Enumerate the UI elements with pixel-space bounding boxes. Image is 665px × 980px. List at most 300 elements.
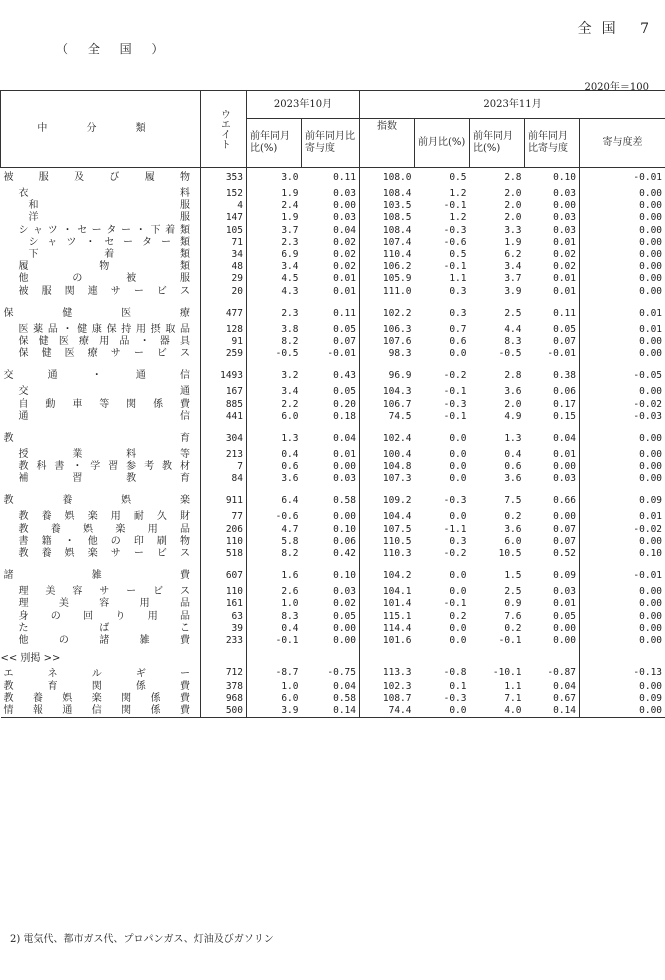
oct_yoy-cell: 3.9	[247, 705, 302, 718]
table-row	[1, 168, 665, 189]
oct_c-cell: 0.01	[333, 273, 356, 285]
row-name: シャツ・セーター・下着類	[18, 224, 190, 236]
oct_c-cell: -0.75	[327, 666, 356, 678]
yoy-cell: 4.4	[504, 323, 522, 335]
row-name: 身の回り用品	[18, 610, 190, 622]
table-row	[1, 705, 665, 718]
oct_c-cell: 0.58	[333, 495, 356, 507]
idx-cell: 108.4	[360, 188, 415, 200]
diff-cell: -0.02	[580, 398, 665, 410]
oct_c-cell: 0.02	[333, 598, 356, 610]
oct_yoy-cell	[247, 653, 302, 665]
c-cell: 0.03	[553, 473, 576, 485]
c-cell: 0.00	[553, 634, 576, 646]
diff-cell: 0.00	[580, 429, 665, 449]
oct_c-cell: 0.04	[333, 224, 356, 236]
mom-cell: 0.6	[449, 335, 467, 347]
row-name: 他の諸雑費	[18, 634, 190, 646]
oct_c-cell: 0.02	[333, 236, 356, 248]
oct_yoy-cell: 1.6	[247, 566, 302, 586]
yoy-cell: 10.5	[498, 548, 522, 560]
c-cell: 0.01	[553, 285, 576, 297]
idx-cell: 101.4	[360, 598, 415, 610]
yoy-cell: -10.1	[492, 666, 522, 678]
yoy-cell: 1.9	[504, 236, 522, 248]
yoy-cell: 3.9	[504, 285, 522, 297]
oct_yoy-cell: 0.4	[247, 449, 302, 461]
oct_yoy-cell: 4.7	[247, 524, 302, 536]
table-row	[1, 548, 665, 560]
oct_c-cell: 0.58	[333, 692, 356, 704]
oct_c-cell: 0.00	[333, 622, 356, 634]
header-contrib-diff: 寄与度差	[580, 119, 665, 168]
mom-cell: 0.0	[449, 348, 467, 360]
yoy-cell: 3.6	[504, 386, 522, 398]
diff-cell: 0.00	[580, 705, 665, 718]
idx-cell: 102.3	[360, 681, 415, 693]
c-cell: -0.87	[547, 666, 576, 678]
mom-cell: 0.0	[415, 705, 470, 718]
diff-cell: 0.00	[580, 536, 665, 548]
row-name: 保健医療サービス	[18, 348, 190, 360]
c-cell: 0.00	[553, 622, 576, 634]
weight-cell: 167	[201, 386, 247, 398]
table-row	[1, 511, 665, 523]
oct_c-cell: 0.43	[333, 370, 356, 382]
c-cell: 0.07	[553, 523, 576, 535]
mom-cell: -0.1	[443, 386, 467, 398]
oct_yoy-cell: 2.4	[247, 200, 302, 212]
header-oct-contrib: 前年同月比寄与度	[302, 119, 360, 168]
weight-cell: 152	[201, 188, 247, 200]
diff-cell: 0.00	[580, 681, 665, 693]
oct_yoy-cell: 3.6	[247, 473, 302, 485]
header-nov-yoy: 前年同月比(%)	[470, 119, 525, 168]
c-cell: -0.01	[547, 348, 576, 360]
oct_yoy-cell: 6.4	[247, 491, 302, 511]
c-cell: 0.05	[553, 610, 576, 622]
yoy-cell: 2.5	[504, 586, 522, 598]
mom-cell: 0.1	[449, 680, 467, 692]
table-row	[1, 566, 665, 586]
table-row	[1, 461, 665, 473]
diff-cell: 0.00	[580, 623, 665, 635]
table-row	[1, 611, 665, 623]
mom-cell: 0.0	[449, 473, 467, 485]
mom-cell: -0.2	[443, 548, 467, 560]
row-name: 授業料等	[18, 448, 190, 460]
mom-cell: -0.3	[443, 224, 467, 236]
yoy-cell: 6.2	[504, 249, 522, 261]
header-category: 中 分 類	[1, 91, 201, 168]
oct_yoy-cell: 2.6	[247, 586, 302, 598]
idx-cell: 110.4	[360, 249, 415, 261]
mom-cell: 0.0	[449, 570, 467, 582]
header-oct-group: 2023年10月	[247, 91, 360, 119]
oct_c-cell: 0.00	[333, 634, 356, 646]
table-row	[1, 429, 665, 449]
oct_yoy-cell: 0.6	[247, 461, 302, 473]
c-cell: 0.05	[553, 323, 576, 335]
row-name: シャツ・セーター類	[28, 236, 190, 248]
mom-cell: 0.0	[449, 511, 467, 523]
weight-cell: 206	[201, 524, 247, 536]
yoy-cell: 7.5	[504, 495, 522, 507]
yoy-cell: 2.0	[504, 200, 522, 212]
row-name: 教科書・学習参考教材	[18, 461, 190, 473]
weight-cell: 105	[201, 225, 247, 237]
header-mom: 前月比(%)	[415, 119, 470, 168]
idx-cell: 110.5	[360, 536, 415, 548]
region-label: （ 全 国 ）	[56, 42, 172, 56]
oct_c-cell: 0.00	[333, 200, 356, 212]
idx-cell: 113.3	[360, 665, 415, 680]
yoy-cell: 4.9	[504, 410, 522, 422]
diff-cell: 0.00	[580, 200, 665, 212]
oct_c-cell: 0.14	[302, 705, 360, 718]
row-name: 医薬品・健康保持用摂取品	[18, 323, 190, 335]
weight-cell: 885	[201, 398, 247, 410]
oct_c-cell: 0.03	[333, 473, 356, 485]
weight-cell: 477	[201, 304, 247, 324]
diff-cell: 0.00	[580, 461, 665, 473]
diff-cell: 0.00	[580, 273, 665, 285]
row-name: 教養娯楽用耐久財	[18, 511, 190, 523]
row-name: 教養娯楽	[3, 495, 190, 507]
idx-cell: 109.2	[360, 491, 415, 511]
yoy-cell: 2.8	[504, 172, 522, 183]
weight-cell: 500	[201, 705, 247, 718]
mom-cell: 0.7	[449, 323, 467, 335]
weight-cell: 911	[201, 491, 247, 511]
header-nov-contrib: 前年同月比寄与度	[525, 119, 580, 168]
idx-cell: 74.5	[360, 411, 415, 423]
yoy-cell: 7.1	[504, 692, 522, 704]
yoy-cell: 2.0	[504, 398, 522, 410]
diff-cell: 0.00	[580, 586, 665, 598]
weight-cell: 71	[201, 237, 247, 249]
c-cell: 0.00	[553, 511, 576, 523]
idx-cell: 107.6	[360, 336, 415, 348]
diff-cell: 0.09	[580, 491, 665, 511]
yoy-cell: 1.5	[504, 570, 522, 582]
oct_yoy-cell: 5.8	[247, 536, 302, 548]
oct_yoy-cell: 3.2	[247, 366, 302, 386]
weight-cell	[201, 653, 247, 665]
footnote: 2) 電気代、都市ガス代、プロパンガス、灯油及びガソリン	[10, 934, 274, 945]
oct_c-cell: 0.05	[333, 610, 356, 622]
c-cell: 0.06	[553, 386, 576, 398]
cpi-table	[0, 90, 665, 718]
idx-cell: 105.9	[360, 273, 415, 285]
table-body	[1, 168, 665, 718]
row-name: 和服	[28, 200, 190, 212]
oct_c-cell: 0.03	[333, 212, 356, 224]
idx-cell: 103.5	[360, 200, 415, 212]
row-name: 衣料	[18, 188, 190, 200]
mom-cell: 0.0	[449, 448, 467, 460]
idx-cell: 74.4	[360, 705, 415, 718]
table-row	[1, 225, 665, 237]
table-row	[1, 524, 665, 536]
mom-cell: 0.5	[449, 249, 467, 261]
oct_c-cell: 0.02	[333, 249, 356, 261]
oct_c-cell: 0.01	[333, 448, 356, 460]
oct_c-cell: 0.03	[333, 188, 356, 200]
mom-cell: 0.0	[449, 432, 467, 444]
yoy-cell: 2.0	[504, 188, 522, 200]
mom-cell: -1.1	[443, 523, 467, 535]
idx-cell: 100.4	[360, 449, 415, 461]
weight-cell: 712	[201, 665, 247, 680]
row-name: 他の被服	[18, 273, 190, 285]
oct_yoy-cell: 8.2	[247, 548, 302, 560]
weight-cell: 7	[201, 461, 247, 473]
weight-cell: 4	[201, 200, 247, 212]
c-cell: 0.66	[553, 495, 576, 507]
oct_yoy-cell: 0.4	[247, 623, 302, 635]
diff-cell: -0.01	[580, 168, 665, 189]
row-name: 教養娯楽用品	[18, 523, 190, 535]
mom-cell: 0.3	[449, 307, 467, 319]
idx-cell: 104.4	[360, 511, 415, 523]
idx-cell: 110.3	[360, 548, 415, 560]
weight-cell: 128	[201, 324, 247, 336]
mom-cell: -0.1	[443, 410, 467, 422]
weight-cell: 259	[201, 348, 247, 360]
table-row	[1, 693, 665, 705]
oct_yoy-cell: 3.4	[247, 386, 302, 398]
row-name: 教育	[3, 432, 190, 444]
row-name: 教育関係費	[3, 680, 190, 692]
mom-cell: -0.8	[443, 666, 467, 678]
table-row	[1, 635, 665, 647]
diff-cell: 0.00	[580, 237, 665, 249]
table-row	[1, 237, 665, 249]
weight-cell: 91	[201, 336, 247, 348]
table-row	[1, 304, 665, 324]
table-row	[1, 449, 665, 461]
oct_yoy-cell: 4.3	[247, 286, 302, 298]
c-cell: 0.07	[553, 335, 576, 347]
mom-cell: 0.3	[449, 285, 467, 297]
diff-cell: 0.00	[580, 348, 665, 360]
c-cell	[525, 653, 580, 665]
table-row	[1, 261, 665, 273]
header-index: 指数	[360, 119, 415, 168]
oct_c-cell: 0.04	[333, 432, 356, 444]
row-name: 情報通信関係費	[1, 705, 201, 718]
oct_c-cell: 0.05	[333, 386, 356, 398]
row-name: 諸雑費	[3, 570, 190, 582]
c-cell: 0.17	[553, 398, 576, 410]
diff-cell: 0.00	[580, 449, 665, 461]
oct_c-cell: 0.10	[333, 523, 356, 535]
yoy-cell: 6.0	[504, 535, 522, 547]
row-name: 教養娯楽関係費	[3, 692, 190, 704]
yoy-cell: 3.4	[504, 261, 522, 273]
weight-cell: 353	[201, 168, 247, 189]
oct_c-cell: 0.42	[333, 548, 356, 560]
table-row	[1, 473, 665, 485]
idx-cell: 108.4	[360, 225, 415, 237]
c-cell: 0.02	[553, 249, 576, 261]
yoy-cell: 2.0	[504, 212, 522, 224]
yoy-cell: 0.2	[504, 511, 522, 523]
mom-cell: -0.2	[443, 370, 467, 382]
diff-cell: 0.00	[580, 261, 665, 273]
oct_yoy-cell: 1.0	[247, 598, 302, 610]
weight-cell: 233	[201, 635, 247, 647]
oct_yoy-cell: 2.3	[247, 237, 302, 249]
oct_yoy-cell: 1.3	[247, 429, 302, 449]
weight-cell: 213	[201, 449, 247, 461]
oct_c-cell: 0.01	[333, 285, 356, 297]
idx-cell: 107.4	[360, 237, 415, 249]
table-row	[1, 188, 665, 200]
mom-cell: 0.0	[449, 634, 467, 646]
oct_c-cell: 0.06	[333, 535, 356, 547]
table-row	[1, 212, 665, 224]
c-cell: 0.67	[553, 692, 576, 704]
c-cell: 0.00	[553, 200, 576, 212]
table-row	[1, 665, 665, 680]
yoy-cell: 3.3	[504, 224, 522, 236]
diff-cell: 0.00	[580, 473, 665, 485]
c-cell: 0.07	[553, 535, 576, 547]
c-cell: 0.04	[553, 432, 576, 444]
row-name: 交通	[18, 386, 190, 398]
header-oct-yoy: 前年同月比(%)	[247, 119, 302, 168]
diff-cell: 0.00	[580, 249, 665, 261]
mom-cell: -0.1	[443, 200, 467, 212]
diff-cell: 0.01	[580, 304, 665, 324]
page-header: 全国 7	[577, 21, 659, 37]
weight-cell: 304	[201, 429, 247, 449]
diff-cell: 0.00	[580, 386, 665, 398]
diff-cell	[580, 653, 665, 665]
oct_c-cell: 0.00	[333, 461, 356, 473]
row-name: << 別掲 >>	[0, 653, 61, 665]
weight-cell: 607	[201, 566, 247, 586]
oct_yoy-cell: 8.2	[247, 336, 302, 348]
oct_c-cell: 0.00	[333, 511, 356, 523]
table-row	[1, 324, 665, 336]
oct_yoy-cell: 6.0	[247, 693, 302, 705]
mom-cell: 0.0	[449, 586, 467, 598]
weight-cell: 110	[201, 536, 247, 548]
mom-cell: -0.3	[443, 398, 467, 410]
oct_c-cell	[302, 653, 360, 665]
diff-cell: 0.00	[580, 188, 665, 200]
diff-cell: -0.01	[580, 566, 665, 586]
yoy-cell: 8.3	[504, 335, 522, 347]
diff-cell: 0.00	[580, 336, 665, 348]
mom-cell: 0.0	[449, 461, 467, 473]
oct_yoy-cell: 6.0	[247, 411, 302, 423]
idx-cell: 104.8	[360, 461, 415, 473]
row-name: 通信	[18, 410, 190, 422]
table-row	[1, 348, 665, 360]
c-cell: 0.01	[553, 236, 576, 248]
table-row	[1, 653, 665, 665]
mom-cell: 1.2	[449, 212, 467, 224]
mom-cell: -0.6	[443, 236, 467, 248]
c-cell: 0.02	[553, 261, 576, 273]
oct_c-cell: 0.11	[333, 307, 356, 319]
idx-cell: 102.2	[360, 304, 415, 324]
weight-cell: 161	[201, 598, 247, 610]
table-row	[1, 336, 665, 348]
row-name: 補習教育	[18, 473, 190, 485]
mom-cell: 0.0	[449, 622, 467, 634]
row-name: 履物類	[18, 261, 190, 273]
row-name: 保健医療	[3, 307, 190, 319]
weight-cell: 48	[201, 261, 247, 273]
yoy-cell: 0.4	[504, 448, 522, 460]
yoy-cell: 7.6	[504, 610, 522, 622]
c-cell: 0.14	[525, 705, 580, 718]
idx-cell: 104.1	[360, 586, 415, 598]
diff-cell: 0.00	[580, 611, 665, 623]
row-name: 書籍・他の印刷物	[18, 535, 190, 547]
oct_c-cell: 0.07	[333, 335, 356, 347]
mom-cell: -0.1	[443, 261, 467, 273]
weight-cell: 1493	[201, 366, 247, 386]
diff-cell: 0.01	[580, 511, 665, 523]
oct_c-cell: 0.03	[333, 586, 356, 598]
oct_yoy-cell: 3.8	[247, 324, 302, 336]
c-cell: 0.03	[553, 224, 576, 236]
yoy-cell: 3.6	[504, 473, 522, 485]
weight-cell: 20	[201, 286, 247, 298]
c-cell: 0.03	[553, 212, 576, 224]
row-name: 教養娯楽サービス	[18, 548, 190, 560]
table-row	[1, 586, 665, 598]
table-row	[1, 366, 665, 386]
row-name: 自動車等関係費	[18, 398, 190, 410]
oct_yoy-cell: 8.3	[247, 611, 302, 623]
weight-cell: 63	[201, 611, 247, 623]
c-cell: 0.00	[553, 461, 576, 473]
diff-cell: -0.13	[580, 665, 665, 680]
table-row	[1, 249, 665, 261]
table-row	[1, 386, 665, 398]
weight-cell: 29	[201, 273, 247, 285]
idx-cell: 114.4	[360, 623, 415, 635]
c-cell: 0.04	[553, 680, 576, 692]
oct_yoy-cell: -8.7	[247, 665, 302, 680]
idx-cell: 106.7	[360, 398, 415, 410]
oct_yoy-cell: 2.2	[247, 398, 302, 410]
yoy-cell: 4.0	[470, 705, 525, 718]
idx-cell: 108.5	[360, 212, 415, 224]
table-row	[1, 286, 665, 298]
row-name: 被服関連サービス	[18, 285, 190, 297]
row-name: 下着類	[28, 249, 190, 261]
idx-cell: 106.3	[360, 324, 415, 336]
c-cell: 0.11	[553, 307, 576, 319]
table-row	[1, 273, 665, 285]
oct_c-cell: 0.02	[333, 261, 356, 273]
idx-cell: 111.0	[360, 286, 415, 298]
yoy-cell: 1.3	[504, 432, 522, 444]
table-row	[1, 491, 665, 511]
oct_yoy-cell: 2.3	[247, 304, 302, 324]
row-name: 被服及び履物	[3, 172, 190, 183]
c-cell: 0.10	[553, 172, 576, 183]
diff-cell: 0.00	[580, 225, 665, 237]
